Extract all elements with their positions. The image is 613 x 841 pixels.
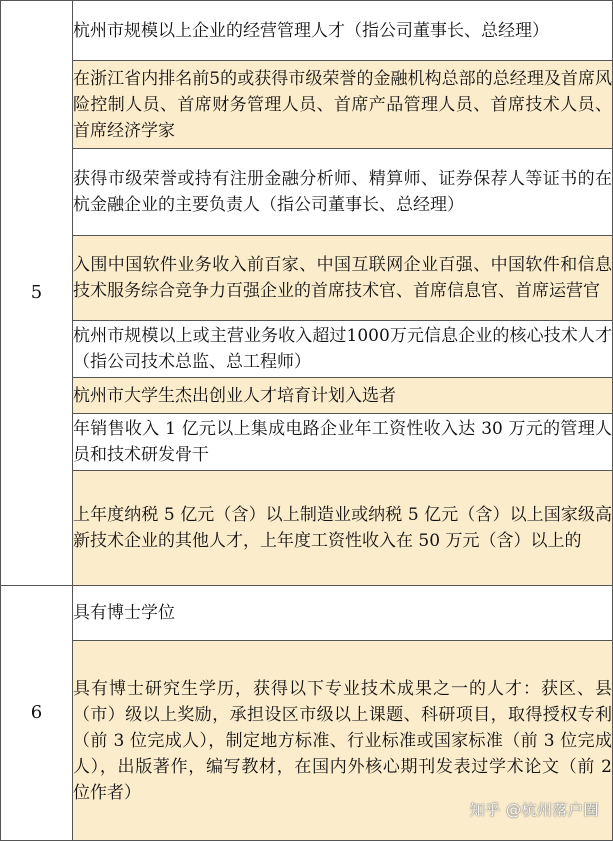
- table-row: [1, 586, 613, 641]
- table-row: [1, 471, 613, 586]
- table-row: [1, 414, 613, 471]
- table-row: [1, 236, 613, 321]
- criteria-cell: 杭州市规模以上或主营业务收入超过1000万元信息企业的核心技术人才（指公司技术总监、总工程师）: [73, 321, 613, 378]
- criteria-cell: 具有博士学位: [73, 586, 613, 641]
- criteria-cell: 杭州市规模以上企业的经营管理人才（指公司董事长、总经理）: [73, 1, 613, 61]
- criteria-cell: 具有博士研究生学历，获得以下专业技术成果之一的人才：获区、县（市）级以上奖励，承担设区市级以上课题、科研项目，取得授权专利（前 3 位完成人），制定地方标准、行业标准或国家标准（前 3 位完成人），出版著作，编写教材，在国内外核心期刊发表过学术论文（前 2 位作者）: [73, 641, 613, 841]
- criteria-cell: 入围中国软件业务收入前百家、中国互联网企业百强、中国软件和信息技术服务综合竞争力百强企业的首席技术官、首席信息官、首席运营官: [73, 236, 613, 321]
- table-row: [1, 149, 613, 236]
- criteria-cell: 年销售收入 1 亿元以上集成电路企业年工资性收入达 30 万元的管理人员和技术研发骨干: [73, 414, 613, 471]
- table-row: [1, 61, 613, 149]
- category-number-cell: 5: [1, 1, 73, 586]
- table-row: [1, 378, 613, 414]
- criteria-cell: 杭州市大学生杰出创业人才培育计划入选者: [73, 378, 613, 414]
- criteria-cell: 获得市级荣誉或持有注册金融分析师、精算师、证券保荐人等证书的在杭金融企业的主要负责人（指公司董事长、总经理）: [73, 149, 613, 236]
- watermark: 知乎 @杭州落户圈: [469, 801, 599, 819]
- table-row: [1, 321, 613, 378]
- criteria-cell: 上年度纳税 5 亿元（含）以上制造业或纳税 5 亿元（含）以上国家级高新技术企业的其他人才，上年度工资性收入在 50 万元（含）以上的: [73, 471, 613, 586]
- table-row: [1, 1, 613, 61]
- criteria-cell: 在浙江省内排名前5的或获得市级荣誉的金融机构总部的总经理及首席风险控制人员、首席财务管理人员、首席产品管理人员、首席技术人员、首席经济学家: [73, 61, 613, 149]
- category-number-cell: 6: [1, 586, 73, 841]
